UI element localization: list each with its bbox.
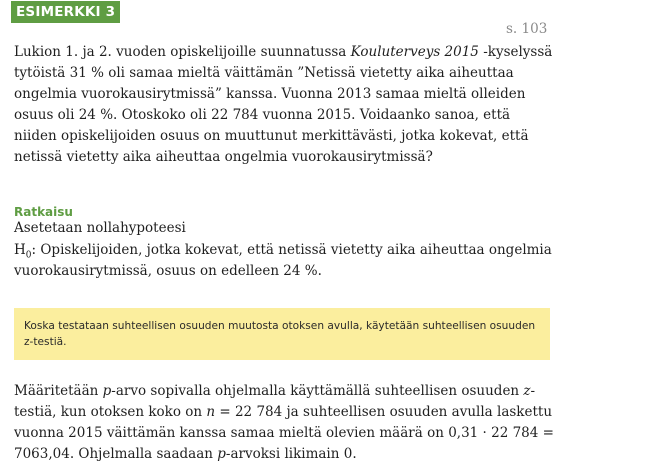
problem-statement [14, 42, 554, 168]
hypothesis-lead: Asetetaan nollahypoteesi [14, 220, 186, 236]
null-hypothesis [14, 240, 554, 282]
method-text-1: Määritetään [14, 383, 103, 399]
problem-text-2: -kyselyssä tytöistä 31 % oli samaa mieltä väittämän ”Netissä vietetty aika aiheuttaa ongelmia vuorokausirytmissä” kanssa. Vuonna 2013 samaa mieltä olleiden osuus oli 24 %. Otoskoko oli 22 784 vuonna 2015. Voidaanko sanoa, että niiden opiskelijoiden osuus on muuttunut merkittävästi, jotka kokevat, että netissä vietetty aika aiheuttaa ongelmia vuorokausirytmissä? [14, 44, 553, 165]
method-text-5: -arvoksi likimain 0. [225, 446, 357, 462]
method-paragraph [14, 381, 554, 465]
info-note-box [14, 308, 550, 360]
hypothesis-text: : Opiskelijoiden, jotka kokevat, että netissä vietetty aika aiheuttaa ongelmia vuorokausirytmissä, osuus on edelleen 24 %. [14, 242, 552, 279]
hypothesis-symbol: H [14, 242, 26, 258]
example-badge: ESIMERKKI 3 [11, 1, 120, 23]
problem-text-1: Lukion 1. ja 2. vuoden opiskelijoille suunnatussa [14, 44, 351, 60]
method-text-3: -testiä, kun otoksen koko on [14, 383, 536, 420]
method-text-4: = 22 784 ja suhteellisen osuuden avulla laskettu vuonna 2015 väittämän kanssa samaa mieltä olevien määrä on 0,31 · 22 784 = 7063,04. Ohjelmalla saadaan [14, 404, 554, 462]
solution-heading: Ratkaisu [14, 205, 73, 219]
z-symbol: z [523, 383, 531, 399]
page-reference: s. 103 [506, 21, 548, 37]
p-symbol: p [102, 383, 112, 399]
n-symbol: n [206, 404, 216, 420]
method-text-2: -arvo sopivalla ohjelmalla käyttämällä suhteellisen osuuden [111, 383, 524, 399]
info-note-text: Koska testataan suhteellisen osuuden muutosta otoksen avulla, käytetään suhteellisen osuuden z-testiä. [24, 320, 536, 348]
survey-name: Kouluterveys 2015 [350, 44, 479, 60]
hypothesis-subscript: 0 [25, 250, 32, 261]
p-symbol-2: p [217, 446, 226, 462]
